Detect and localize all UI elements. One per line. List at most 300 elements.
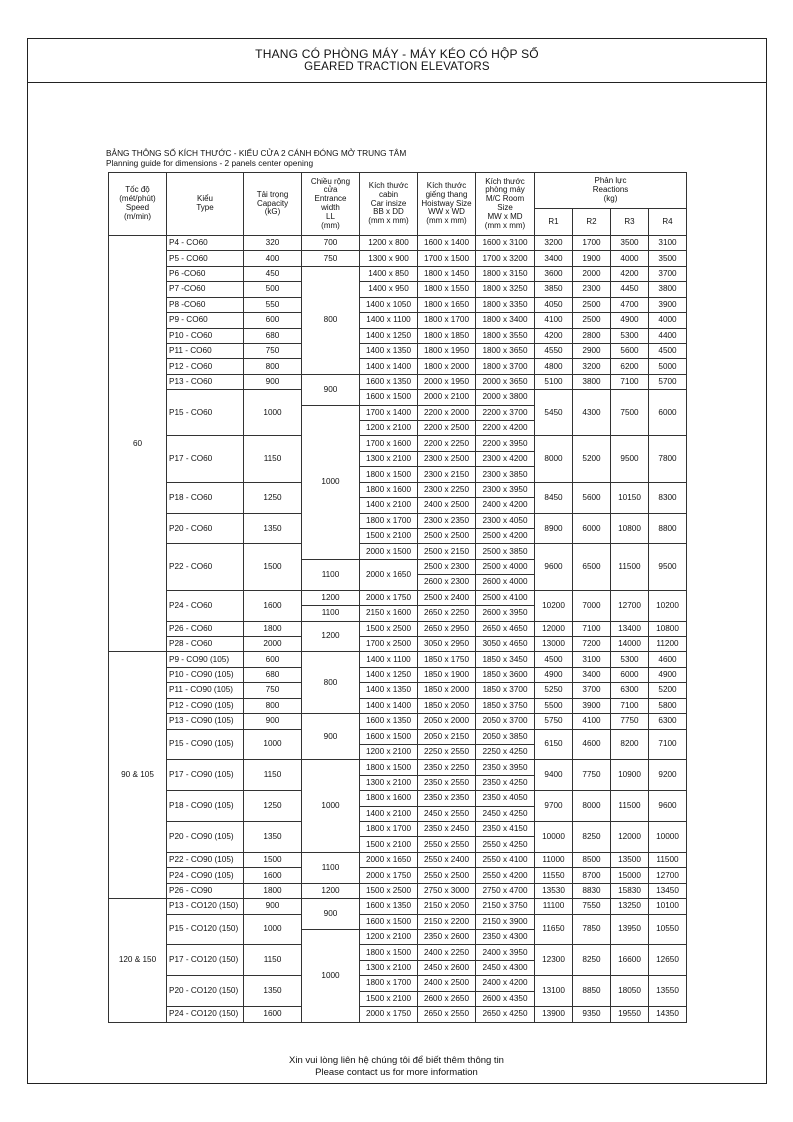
hoistway-size-cell: 2300 x 2250 (418, 482, 476, 497)
reaction-r4-cell: 7800 (649, 436, 687, 482)
model-cell: P24 - CO120 (150) (167, 1007, 244, 1022)
entrance-width-cell: 900 (302, 374, 360, 405)
entrance-width-cell: 800 (302, 266, 360, 374)
model-cell: P15 - CO120 (150) (167, 914, 244, 945)
model-cell: P13 - CO90 (105) (167, 714, 244, 729)
machine-room-size-cell: 2600 x 3950 (476, 606, 535, 621)
reaction-r1-cell: 3400 (535, 251, 573, 266)
reaction-r1-cell: 4050 (535, 297, 573, 312)
machine-room-size-cell: 2750 x 4700 (476, 883, 535, 898)
model-cell: P8 -CO60 (167, 297, 244, 312)
table-row (109, 390, 687, 405)
header-cabin-size (360, 173, 418, 236)
reaction-r4-cell: 3100 (649, 236, 687, 251)
header-line: Tải trọng (256, 189, 289, 199)
hoistway-size-cell: 3050 x 2950 (418, 636, 476, 651)
cabin-size-cell: 1400 x 1050 (360, 297, 418, 312)
reaction-r2-cell: 8250 (573, 822, 611, 853)
reaction-r4-cell: 10100 (649, 899, 687, 914)
machine-room-size-cell: 2550 x 4100 (476, 852, 535, 867)
hoistway-size-cell: 1800 x 1450 (418, 266, 476, 281)
model-cell: P15 - CO90 (105) (167, 729, 244, 760)
model-cell: P20 - CO60 (167, 513, 244, 544)
model-cell: P20 - CO90 (105) (167, 822, 244, 853)
machine-room-size-cell: 1800 x 3250 (476, 282, 535, 297)
model-cell: P26 - CO90 (167, 883, 244, 898)
hoistway-size-cell: 2500 x 2400 (418, 590, 476, 605)
reaction-r1-cell: 6150 (535, 729, 573, 760)
table-row (109, 282, 687, 297)
capacity-cell: 1350 (244, 822, 302, 853)
header-line: WW x WD (428, 207, 465, 217)
header-hoistway-size (418, 173, 476, 236)
model-cell: P18 - CO60 (167, 482, 244, 513)
hoistway-size-cell: 2150 x 2050 (418, 899, 476, 914)
reaction-r1-cell: 10000 (535, 822, 573, 853)
reaction-r4-cell: 3900 (649, 297, 687, 312)
hoistway-size-cell: 1800 x 1550 (418, 282, 476, 297)
header-line: Phản lực (594, 176, 627, 186)
header-line: phòng máy (485, 185, 525, 195)
reaction-r3-cell: 4450 (611, 282, 649, 297)
reaction-r4-cell: 10800 (649, 621, 687, 636)
reaction-r1-cell: 8000 (535, 436, 573, 482)
machine-room-size-cell: 2350 x 4250 (476, 775, 535, 790)
cabin-size-cell: 1400 x 850 (360, 266, 418, 281)
speed-cell: 60 (109, 236, 167, 652)
reaction-r1-cell: 9400 (535, 760, 573, 791)
cabin-size-cell: 2000 x 1750 (360, 868, 418, 883)
model-cell: P5 - CO60 (167, 251, 244, 266)
hoistway-size-cell: 2150 x 2200 (418, 914, 476, 929)
table-row (109, 822, 687, 837)
cabin-size-cell: 1800 x 1500 (360, 467, 418, 482)
machine-room-size-cell: 2000 x 3650 (476, 374, 535, 389)
header-line: Speed (125, 203, 150, 212)
reaction-r1-cell: 13900 (535, 1007, 573, 1022)
hoistway-size-cell: 1800 x 1950 (418, 343, 476, 358)
model-cell: P11 - CO90 (105) (167, 683, 244, 698)
header-line: Chiều rộng (310, 176, 351, 186)
hoistway-size-cell: 2400 x 2500 (418, 976, 476, 991)
header-line: (mm x mm) (368, 216, 409, 226)
entrance-width-cell: 1200 (302, 621, 360, 652)
table-row (109, 374, 687, 389)
table-row (109, 976, 687, 991)
machine-room-size-cell: 2500 x 4000 (476, 559, 535, 574)
model-cell: P17 - CO90 (105) (167, 760, 244, 791)
reaction-r4-cell: 9200 (649, 760, 687, 791)
table-row (109, 683, 687, 698)
capacity-cell: 1800 (244, 621, 302, 636)
table-row (109, 791, 687, 806)
reaction-r2-cell: 3800 (573, 374, 611, 389)
reaction-r3-cell: 12700 (611, 590, 649, 621)
reaction-r2-cell: 2800 (573, 328, 611, 343)
hoistway-size-cell: 2550 x 2550 (418, 837, 476, 852)
machine-room-size-cell: 1800 x 3650 (476, 343, 535, 358)
entrance-width-cell: 1100 (302, 559, 360, 590)
hoistway-size-cell: 2350 x 2550 (418, 775, 476, 790)
header-line: (mm x mm) (484, 220, 526, 230)
reaction-r4-cell: 6000 (649, 390, 687, 436)
model-cell: P26 - CO60 (167, 621, 244, 636)
cabin-size-cell: 1400 x 2100 (360, 498, 418, 513)
reaction-r1-cell: 11550 (535, 868, 573, 883)
reaction-r2-cell: 8250 (573, 945, 611, 976)
capacity-cell: 600 (244, 652, 302, 667)
hoistway-size-cell: 2750 x 3000 (418, 883, 476, 898)
hoistway-size-cell: 2550 x 2500 (418, 868, 476, 883)
table-body (109, 236, 687, 1023)
reaction-r4-cell: 5700 (649, 374, 687, 389)
cabin-size-cell: 1700 x 1400 (360, 405, 418, 420)
capacity-cell: 1250 (244, 482, 302, 513)
reaction-r2-cell: 8500 (573, 852, 611, 867)
reaction-r1-cell: 5250 (535, 683, 573, 698)
reaction-r1-cell: 8450 (535, 482, 573, 513)
hoistway-size-cell: 1850 x 1900 (418, 667, 476, 682)
capacity-cell: 500 (244, 282, 302, 297)
capacity-cell: 1150 (244, 436, 302, 482)
capacity-cell: 1500 (244, 852, 302, 867)
table-row (109, 343, 687, 358)
model-cell: P17 - CO120 (150) (167, 945, 244, 976)
machine-room-size-cell: 2200 x 4200 (476, 421, 535, 436)
footer-english: Please contact us for more information (315, 1067, 478, 1078)
capacity-cell: 1000 (244, 729, 302, 760)
table-row (109, 760, 687, 775)
table-row (109, 544, 687, 559)
header-line: (mm x mm) (426, 216, 467, 226)
model-cell: P12 - CO60 (167, 359, 244, 374)
reaction-r2-cell: 7200 (573, 636, 611, 651)
machine-room-size-cell: 2350 x 4050 (476, 791, 535, 806)
caption-english: Planning guide for dimensions - 2 panels center opening (106, 158, 314, 168)
hoistway-size-cell: 1850 x 2000 (418, 683, 476, 698)
table-head (109, 173, 687, 236)
reaction-r3-cell: 14000 (611, 636, 649, 651)
hoistway-size-cell: 2350 x 2350 (418, 791, 476, 806)
header-line: (m/min) (123, 211, 152, 221)
reaction-r4-cell: 4500 (649, 343, 687, 358)
header-line: Size (497, 203, 513, 212)
capacity-cell: 1000 (244, 914, 302, 945)
reaction-r3-cell: 5300 (611, 328, 649, 343)
page-header (28, 39, 766, 83)
hoistway-size-cell: 2650 x 2950 (418, 621, 476, 636)
machine-room-size-cell: 2350 x 4150 (476, 822, 535, 837)
reaction-r3-cell: 6000 (611, 667, 649, 682)
header-line: giếng thang (425, 189, 468, 199)
model-cell: P24 - CO90 (105) (167, 868, 244, 883)
machine-room-size-cell: 2050 x 3850 (476, 729, 535, 744)
reaction-r2-cell: 7000 (573, 590, 611, 621)
machine-room-size-cell: 2400 x 4200 (476, 976, 535, 991)
reaction-r2-cell: 8000 (573, 791, 611, 822)
reaction-r1-cell: 12000 (535, 621, 573, 636)
machine-room-size-cell: 2400 x 3950 (476, 945, 535, 960)
cabin-size-cell: 2000 x 1500 (360, 544, 418, 559)
model-cell: P22 - CO90 (105) (167, 852, 244, 867)
table-row (109, 297, 687, 312)
reaction-r2-cell: 3200 (573, 359, 611, 374)
hoistway-size-cell: 2200 x 2000 (418, 405, 476, 420)
reaction-r3-cell: 4700 (611, 297, 649, 312)
machine-room-size-cell: 2150 x 3900 (476, 914, 535, 929)
reaction-r4-cell: 10550 (649, 914, 687, 945)
reaction-r2-cell: 7750 (573, 760, 611, 791)
header-line: Hoistway Size (421, 198, 472, 208)
capacity-cell: 1600 (244, 868, 302, 883)
cabin-size-cell: 1800 x 1700 (360, 976, 418, 991)
reaction-r3-cell: 15830 (611, 883, 649, 898)
table-row (109, 883, 687, 898)
model-cell: P4 - CO60 (167, 236, 244, 251)
entrance-width-cell: 1000 (302, 760, 360, 853)
reaction-r2-cell: 3400 (573, 667, 611, 682)
header-speed (109, 173, 167, 236)
cabin-size-cell: 1800 x 1500 (360, 945, 418, 960)
machine-room-size-cell: 1600 x 3100 (476, 236, 535, 251)
reaction-r2-cell: 1700 (573, 236, 611, 251)
reaction-r2-cell: 7550 (573, 899, 611, 914)
model-cell: P6 -CO60 (167, 266, 244, 281)
model-cell: P9 - CO90 (105) (167, 652, 244, 667)
reaction-r3-cell: 4200 (611, 266, 649, 281)
table-row (109, 714, 687, 729)
cabin-size-cell: 1600 x 1500 (360, 390, 418, 405)
entrance-width-cell: 800 (302, 652, 360, 714)
header-r2: R2 (573, 209, 611, 236)
header-line: (mét/phút) (119, 194, 156, 204)
hoistway-size-cell: 2200 x 2250 (418, 436, 476, 451)
hoistway-size-cell: 2050 x 2150 (418, 729, 476, 744)
reaction-r1-cell: 5100 (535, 374, 573, 389)
table-row (109, 328, 687, 343)
reaction-r2-cell: 4100 (573, 714, 611, 729)
hoistway-size-cell: 1800 x 1650 (418, 297, 476, 312)
entrance-width-cell: 750 (302, 251, 360, 266)
reaction-r3-cell: 16600 (611, 945, 649, 976)
hoistway-size-cell: 2000 x 1950 (418, 374, 476, 389)
machine-room-size-cell: 2200 x 3700 (476, 405, 535, 420)
reaction-r3-cell: 6300 (611, 683, 649, 698)
capacity-cell: 750 (244, 343, 302, 358)
machine-room-size-cell: 2500 x 3850 (476, 544, 535, 559)
machine-room-size-cell: 2000 x 3800 (476, 390, 535, 405)
reaction-r1-cell: 3850 (535, 282, 573, 297)
table-row (109, 945, 687, 960)
table-row (109, 236, 687, 251)
reaction-r4-cell: 8300 (649, 482, 687, 513)
reaction-r4-cell: 12650 (649, 945, 687, 976)
reaction-r4-cell: 3800 (649, 282, 687, 297)
capacity-cell: 1500 (244, 544, 302, 590)
table-row (109, 621, 687, 636)
header-line: Capacity (256, 198, 289, 208)
reaction-r2-cell: 2300 (573, 282, 611, 297)
reaction-r4-cell: 5200 (649, 683, 687, 698)
reaction-r4-cell: 5000 (649, 359, 687, 374)
cabin-size-cell: 1600 x 1350 (360, 899, 418, 914)
cabin-size-cell: 1400 x 1100 (360, 652, 418, 667)
hoistway-size-cell: 1700 x 1500 (418, 251, 476, 266)
title-vietnamese: THANG CÓ PHÒNG MÁY - MÁY KÉO CÓ HỘP SỐ (255, 47, 539, 61)
machine-room-size-cell: 1850 x 3750 (476, 698, 535, 713)
reaction-r1-cell: 9700 (535, 791, 573, 822)
reaction-r3-cell: 6200 (611, 359, 649, 374)
reaction-r3-cell: 15000 (611, 868, 649, 883)
reaction-r1-cell: 11000 (535, 852, 573, 867)
machine-room-size-cell: 1850 x 3450 (476, 652, 535, 667)
entrance-width-cell: 900 (302, 899, 360, 930)
model-cell: P10 - CO60 (167, 328, 244, 343)
table-row (109, 436, 687, 451)
cabin-size-cell: 1200 x 2100 (360, 929, 418, 944)
reaction-r1-cell: 4200 (535, 328, 573, 343)
entrance-width-cell: 1000 (302, 405, 360, 559)
entrance-width-cell: 1200 (302, 883, 360, 898)
capacity-cell: 750 (244, 683, 302, 698)
table-row (109, 1007, 687, 1022)
machine-room-size-cell: 1850 x 3600 (476, 667, 535, 682)
reaction-r4-cell: 9500 (649, 544, 687, 590)
reaction-r2-cell: 3900 (573, 698, 611, 713)
reaction-r3-cell: 7750 (611, 714, 649, 729)
model-cell: P13 - CO120 (150) (167, 899, 244, 914)
reaction-r2-cell: 2500 (573, 297, 611, 312)
reaction-r4-cell: 4000 (649, 313, 687, 328)
reaction-r1-cell: 4800 (535, 359, 573, 374)
cabin-size-cell: 1800 x 1600 (360, 791, 418, 806)
reaction-r3-cell: 11500 (611, 544, 649, 590)
hoistway-size-cell: 1800 x 2000 (418, 359, 476, 374)
model-cell: P18 - CO90 (105) (167, 791, 244, 822)
header-r1: R1 (535, 209, 573, 236)
title-english: GEARED TRACTION ELEVATORS (304, 61, 490, 73)
reaction-r4-cell: 10000 (649, 822, 687, 853)
machine-room-size-cell: 1800 x 3150 (476, 266, 535, 281)
reaction-r2-cell: 3100 (573, 652, 611, 667)
model-cell: P24 - CO60 (167, 590, 244, 621)
reaction-r3-cell: 13500 (611, 852, 649, 867)
capacity-cell: 1800 (244, 883, 302, 898)
capacity-cell: 800 (244, 698, 302, 713)
cabin-size-cell: 1800 x 1700 (360, 513, 418, 528)
table-row (109, 313, 687, 328)
table-row (109, 914, 687, 929)
reaction-r1-cell: 10200 (535, 590, 573, 621)
machine-room-size-cell: 1800 x 3550 (476, 328, 535, 343)
entrance-width-cell: 1100 (302, 606, 360, 621)
model-cell: P28 - CO60 (167, 636, 244, 651)
table-row (109, 590, 687, 605)
machine-room-size-cell: 2300 x 3950 (476, 482, 535, 497)
table-row (109, 868, 687, 883)
reaction-r3-cell: 7100 (611, 698, 649, 713)
header-line: width (321, 203, 340, 212)
cabin-size-cell: 2000 x 1650 (360, 852, 418, 867)
cabin-size-cell: 1400 x 1400 (360, 359, 418, 374)
reaction-r4-cell: 11200 (649, 636, 687, 651)
reaction-r3-cell: 4000 (611, 251, 649, 266)
capacity-cell: 900 (244, 374, 302, 389)
cabin-size-cell: 1600 x 1500 (360, 729, 418, 744)
cabin-size-cell: 1200 x 2100 (360, 421, 418, 436)
hoistway-size-cell: 2500 x 2500 (418, 529, 476, 544)
capacity-cell: 1600 (244, 1007, 302, 1022)
reaction-r3-cell: 7500 (611, 390, 649, 436)
entrance-width-cell: 900 (302, 714, 360, 760)
cabin-size-cell: 1800 x 1700 (360, 822, 418, 837)
reaction-r3-cell: 13250 (611, 899, 649, 914)
reaction-r3-cell: 13950 (611, 914, 649, 945)
cabin-size-cell: 1500 x 2100 (360, 837, 418, 852)
reaction-r3-cell: 3500 (611, 236, 649, 251)
machine-room-size-cell: 2350 x 4300 (476, 929, 535, 944)
capacity-cell: 2000 (244, 636, 302, 651)
capacity-cell: 680 (244, 328, 302, 343)
machine-room-size-cell: 2200 x 3950 (476, 436, 535, 451)
reaction-r4-cell: 9600 (649, 791, 687, 822)
reaction-r4-cell: 13550 (649, 976, 687, 1007)
cabin-size-cell: 1200 x 2100 (360, 744, 418, 759)
reaction-r4-cell: 10200 (649, 590, 687, 621)
cabin-size-cell: 1600 x 1350 (360, 714, 418, 729)
hoistway-size-cell: 2350 x 2450 (418, 822, 476, 837)
dimension-table (108, 172, 687, 1023)
entrance-width-cell: 1100 (302, 852, 360, 883)
reaction-r2-cell: 1900 (573, 251, 611, 266)
reaction-r4-cell: 13450 (649, 883, 687, 898)
capacity-cell: 800 (244, 359, 302, 374)
hoistway-size-cell: 1600 x 1400 (418, 236, 476, 251)
header-line: Entrance (314, 194, 347, 204)
capacity-cell: 550 (244, 297, 302, 312)
capacity-cell: 450 (244, 266, 302, 281)
reaction-r2-cell: 3700 (573, 683, 611, 698)
machine-room-size-cell: 2300 x 4050 (476, 513, 535, 528)
machine-room-size-cell: 2600 x 4000 (476, 575, 535, 590)
cabin-size-cell: 2000 x 1750 (360, 590, 418, 605)
machine-room-size-cell: 2050 x 3700 (476, 714, 535, 729)
cabin-size-cell: 2150 x 1600 (360, 606, 418, 621)
hoistway-size-cell: 2000 x 2100 (418, 390, 476, 405)
machine-room-size-cell: 2250 x 4250 (476, 744, 535, 759)
reaction-r3-cell: 10150 (611, 482, 649, 513)
machine-room-size-cell: 2450 x 4300 (476, 960, 535, 975)
speed-cell: 90 & 105 (109, 652, 167, 899)
cabin-size-cell: 1400 x 1250 (360, 328, 418, 343)
table-row (109, 852, 687, 867)
table-row (109, 636, 687, 651)
cabin-size-cell: 1300 x 2100 (360, 960, 418, 975)
reaction-r1-cell: 3600 (535, 266, 573, 281)
hoistway-size-cell: 2600 x 2300 (418, 575, 476, 590)
capacity-cell: 1150 (244, 945, 302, 976)
header-line: Kích thước (485, 176, 525, 186)
table-row (109, 652, 687, 667)
machine-room-size-cell: 2300 x 4200 (476, 451, 535, 466)
header-line: Kích thước (368, 181, 409, 190)
cabin-size-cell: 1300 x 2100 (360, 775, 418, 790)
cabin-size-cell: 2000 x 1650 (360, 559, 418, 590)
reaction-r2-cell: 6000 (573, 513, 611, 544)
model-cell: P20 - CO120 (150) (167, 976, 244, 1007)
reaction-r3-cell: 11500 (611, 791, 649, 822)
reaction-r4-cell: 11500 (649, 852, 687, 867)
